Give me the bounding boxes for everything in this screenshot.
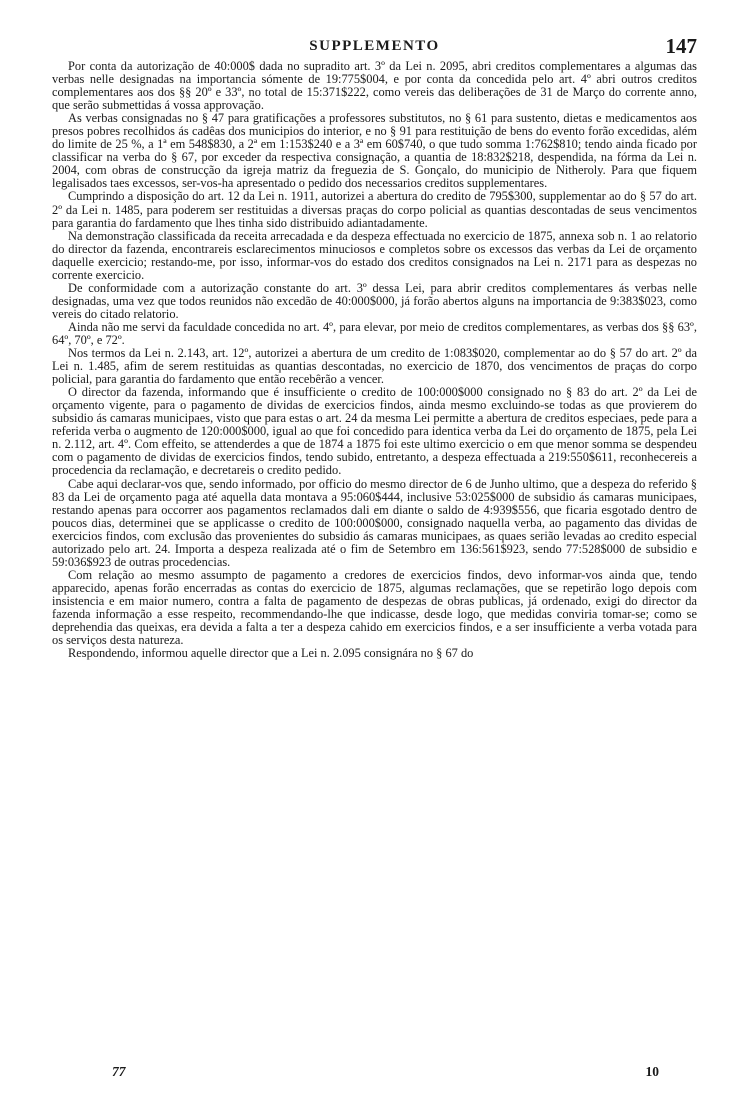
paragraph: As verbas consignadas no § 47 para gratificações a professores substitutos, no § 61 para sustento, dietas e medicamentos aos presos pobres recolhidos ás cadêas dos municipios do interior, e no § 91 para restituição de bens do evento forão excedidas, além do limite de 25 %, a 1ª em 548$830, a 2ª em 1:153$240 e a 3ª em 60$740, o que tudo somma 1:762$810; tendo ainda ficado por classificar na verba do § 67, por exceder da respectiva consignação, a quantia de 18:832$218, despendida, na fórma da Lei n. 2004, com obras de construcção da igreja matriz da freguezia de S. Gonçalo, do municipio de Nitheroly. Para que fiquem legalisados taes excessos, ser-vos-ha apresentado o pedido dos necessarios creditos supplementares. [52, 111, 697, 191]
paragraph: Com relação ao mesmo assumpto de pagamento a credores de exercicios findos, devo informar-vos ainda que, tendo apparecido, apenas forão encerradas as contas do exercicio de 1875, algumas reclamações, que se repetirão logo depois com insistencia e em maior numero, contra a falta de pagamento de despezas de obras publicas, já ordenado, exigi do director da fazenda informação a esse respeito, recommendando-lhe que indicasse, desde logo, que medidas conviria tomar-se; como se deprehendia das queixas, era devida a falta a ter a despeza cahido em exercicios findos, e a ser insufficiente a verba votada para os serviços desta natureza. [52, 567, 697, 648]
document-page [52, 34, 697, 1084]
paragraph: Na demonstração classificada da receita arrecadada e da despeza effectuada no exercicio de 1875, annexa sob n. 1 ao relatorio do director da fazenda, encontrareis esclarecimentos minuciosos e completos sobre os excessos das verbas da Lei de orçamento daquelle exercicio; restando-me, por isso, informar-vos do estado dos creditos consignados na Lei n. 2171 para as despezas no corrente exercicio. [52, 228, 697, 282]
signature-mark: 77 [112, 1064, 126, 1079]
paragraph: Cabe aqui declarar-vos que, sendo informado, por officio do mesmo director de 6 de Junho ultimo, que a despeza do referido § 83 da Lei de orçamento paga até aquella data montava a 95:060$444, inclusive 53:025$000 de subsidio ás camaras municipaes, restando apenas para occorrer aos pagamentos reclamados dali em diante o saldo de 4:939$556, que ficaria esgotado dentro de poucos dias, determinei que se applicasse o credito de 100:000$000, consignado naquella verba, ao pagamento das dividas de exercicios findos, com exclusão das provenientes do subsidio ás camaras municipaes, as quaes serião levadas ao credito especial autorizado pelo art. 24. Importa a despeza realizada até o fim de Setembro em 136:561$923, sendo 77:528$000 de subsidio e 59:036$923 de outras procedencias. [52, 476, 697, 569]
paragraph: Ainda não me servi da faculdade concedida no art. 4º, para elevar, por meio de creditos complementares, as verbas dos §§ 63º, 64º, 70º, e 72º. [52, 319, 697, 347]
page-header [52, 34, 697, 60]
paragraph: Respondendo, informou aquelle director que a Lei n. 2.095 consignára no § 67 do [68, 646, 474, 661]
paragraph: Nos termos da Lei n. 2.143, art. 12º, autorizei a abertura de um credito de 1:083$020, complementar ao do § 57 do art. 2º da Lei n. 1.485, afim de serem restituidas as quantias descontadas, no exercicio de 1870, dos vencimentos de praças do corpo policial, para garantia do fardamento que então recebêrão a vencer. [52, 346, 697, 387]
sheet-number: 10 [645, 1064, 659, 1079]
paragraph: O director da fazenda, informando que é insufficiente o credito de 100:000$000 consignado no § 83 do art. 2º da Lei de orçamento vigente, para o pagamento de dividas de exercicios findos, ainda mesmo excluindo-se todas as que provierem do subsidio ás camaras municipaes, visto que para estas o art. 24 da mesma Lei permitte a abertura de creditos especiaes, pede para a referida verba o augmento de 120:000$000, igual ao que foi concedido para identica verba da Lei do orçamento de 1875, pela Lei n. 2.112, art. 4º. Com effeito, se attenderdes a que de 1874 a 1875 foi este ultimo exercicio o em que menor somma se despendeu com o pagamento de dividas de exercicios findos, tendo subido, entretanto, a despeza effectuada a 219:550$611, reconhecereis a procedencia da reclamação, e decretareis o credito pedido. [52, 385, 697, 478]
page-footer [52, 1064, 697, 1082]
page-number: 147 [665, 34, 697, 58]
body-text [52, 60, 697, 660]
paragraph: Cumprindo a disposição do art. 12 da Lei n. 1911, autorizei a abertura do credito de 795$300, supplementar ao do § 57 do art. 2º da Lei n. 1485, para poderem ser restituidas a diversas praças do corpo policial as quantias descontadas de seus vencimentos para garantia do fardamento que lhes tinha sido distribuido adiantadamente. [52, 189, 697, 230]
paragraph: De conformidade com a autorização constante do art. 3º dessa Lei, para abrir creditos complementares ás verbas nelle designadas, uma vez que todos reunidos não excedão de 40:000$000, já forão abertos alguns na importancia de 9:383$023, como vereis do citado relatorio. [52, 280, 697, 321]
running-title: SUPPLEMENTO [309, 38, 440, 54]
paragraph: Por conta da autorização de 40:000$ dada no supradito art. 3º da Lei n. 2095, abri creditos complementares a algumas das verbas nelle designadas na importancia sómente de 19:775$004, e por conta da concedida pelo art. 4º abri outros creditos complementares aos dos §§ 20º e 33º, no total de 15:371$222, como vereis das deliberações de 31 de Março do corrente anno, que serão submettidas á vossa approvação. [52, 59, 697, 113]
